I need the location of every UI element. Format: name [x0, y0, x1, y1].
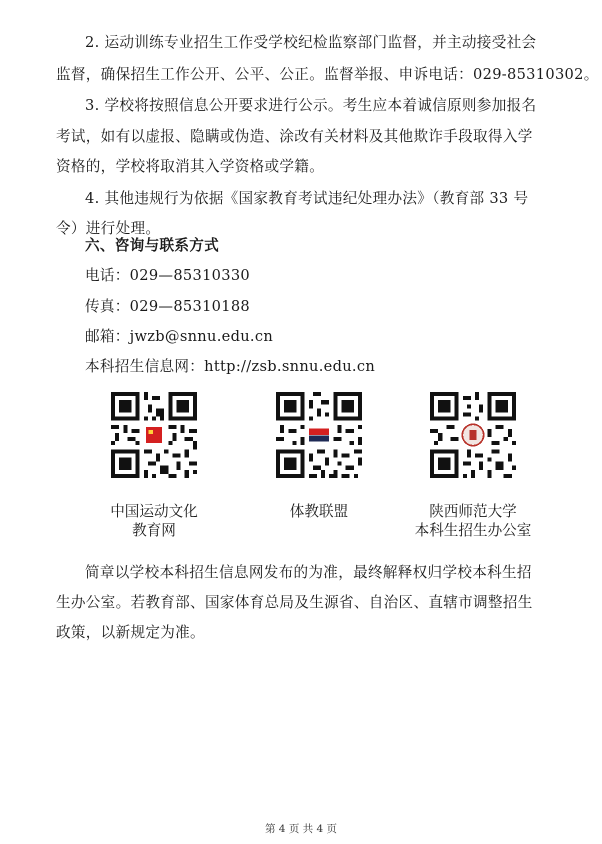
qr-code-csea-logo[interactable] [276, 392, 362, 478]
closing-line-3: 政策，以新规定为准。 [56, 624, 205, 641]
contact-website: 本科招生信息网：http://zsb.snnu.edu.cn [85, 358, 376, 375]
section-heading-contact: 六、咨询与联系方式 [85, 237, 220, 254]
contact-phone: 电话：029—85310330 [85, 267, 251, 284]
contact-fax: 传真：029—85310188 [85, 298, 251, 315]
qr-caption-sports-education-alliance: 体教联盟 [289, 503, 349, 520]
qr-caption-sports-culture-line-2: 教育网 [132, 522, 176, 539]
closing-line-1: 简章以学校本科招生信息网发布的为准，最终解释权归学校本科生招 [85, 564, 532, 581]
paragraph-violations-line-2: 令）进行处理。 [56, 220, 161, 237]
qr-code-university-seal[interactable] [430, 392, 516, 478]
qr-code-red-flag-logo[interactable] [111, 392, 197, 478]
paragraph-disclosure-line-2: 考试，如有以虚报、隐瞒或伪造、涂改有关材料及其他欺诈手段取得入学 [56, 128, 533, 145]
page-number-footer: 第 4 页 共 4 页 [264, 823, 338, 835]
qr-block-sports-culture [79, 392, 229, 540]
contact-email: 邮箱：jwzb@snnu.edu.cn [85, 328, 274, 345]
paragraph-supervision-line-1: 2. 运动训练专业招生工作受学校纪检监察部门监督，并主动接受社会 [85, 34, 537, 51]
paragraph-supervision-line-2: 监督，确保招生工作公开、公平、公正。监督举报、申诉电话：029-85310302。 [56, 66, 599, 83]
qr-block-sports-education-alliance [244, 392, 394, 521]
closing-line-2: 生办公室。若教育部、国家体育总局及生源省、自治区、直辖市调整招生 [56, 594, 533, 611]
paragraph-violations-line-1: 4. 其他违规行为依据《国家教育考试违纪处理办法》（教育部 33 号 [85, 190, 529, 207]
paragraph-disclosure-line-3: 资格的，学校将取消其入学资格或学籍。 [56, 158, 325, 175]
qr-block-snnu-admissions [398, 392, 548, 540]
paragraph-disclosure-line-1: 3. 学校将按照信息公开要求进行公示。考生应本着诚信原则参加报名 [85, 97, 537, 114]
qr-caption-snnu-line-1: 陕西师范大学 [429, 503, 517, 520]
qr-caption-sports-culture-line-1: 中国运动文化 [110, 503, 198, 520]
qr-caption-snnu-line-2: 本科生招生办公室 [414, 522, 532, 539]
